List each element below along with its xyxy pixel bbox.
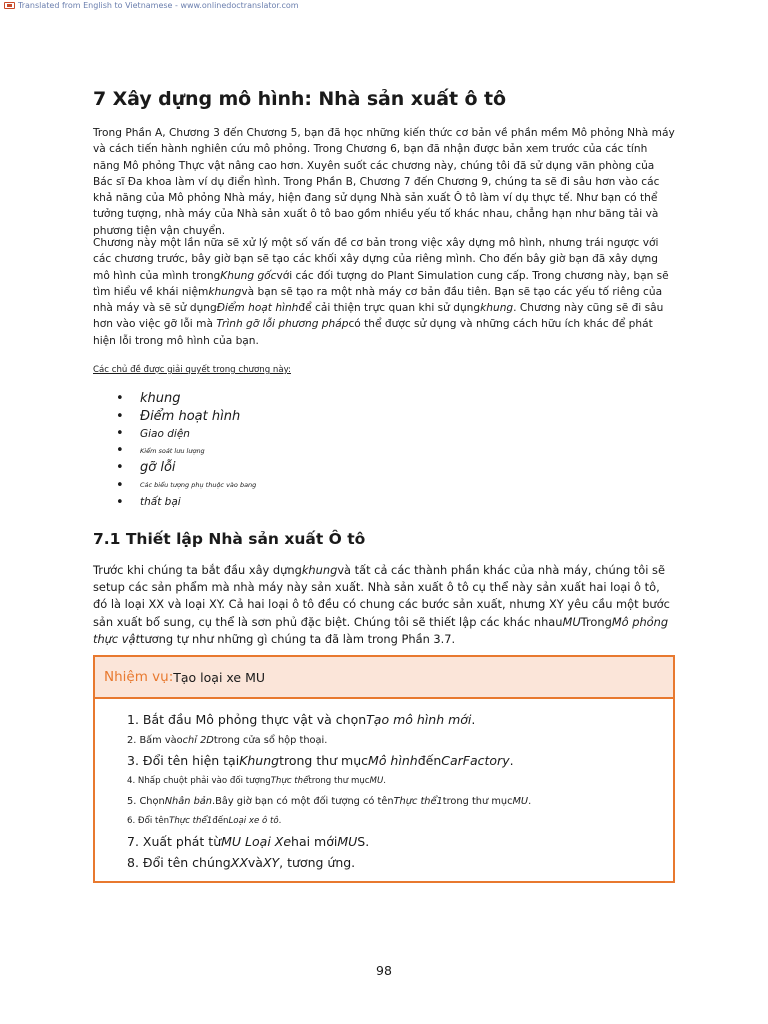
task-label: Nhiệm vụ: [104,669,174,685]
list-item: • Các biểu tượng phụ thuộc vào bang [116,477,256,494]
list-item: • Điểm hoạt hình [116,408,256,426]
task-box [93,655,675,883]
section-paragraph: Trước khi chúng ta bắt đầu xây dựngkhungvà tất cả các thành phần khác của nhà máy, chúng tôi sẽ setup các sản phẩm mà nhà máy này sản xuất. Nhà sản xuất ô tô cụ thể này sản xuất hai loại ô tô, đó là loại XX và loại XY. Cả hai loại ô tô đều có chung các bước sản xuất, nhưng XY yêu cầu một bước sản xuất bổ sung, cụ thể là sơn phủ đặc biệt. Chúng tôi sẽ thiết lập các khác nhauMUTrongMô phỏng thực vậttương tự như những gì chúng ta đã làm trong Phần 3.7. [93,563,670,646]
list-item: • khung [116,390,256,408]
intro-paragraph: Trong Phần A, Chương 3 đến Chương 5, bạn đã học những kiến thức cơ bản về phần mềm Mô phỏng Nhà máy và cách tiến hành nghiên cứu mô phỏng. Trong Chương 6, bạn đã nhận được bản xem trước của các tính năng Mô phỏng Thực vật nâng cao hơn. Xuyên suốt các chương này, chúng tôi đã sử dụng văn phòng của Bác sĩ Đa khoa làm ví dụ điển hình. Trong Phần B, Chương 7 đến Chương 9, chúng ta sẽ đi sâu hơn vào các khả năng của Mô phỏng Nhà máy, hiện đang sử dụng Nhà sản xuất Ô tô làm ví dụ thực tế. Như bạn có thể tưởng tượng, nhà máy của Nhà sản xuất ô tô bao gồm nhiều yếu tố khác nhau, chẳng hạn như băng tải và phương tiện vận chuyển. [93,127,675,237]
task-header [95,657,673,699]
task-step: 2. Bấm vào chỉ 2D trong cửa sổ hộp thoại. [127,734,328,746]
task-step: 3. Đổi tên hiện tại Khung trong thư mục Mô hình đến CarFactory . [127,753,514,768]
translation-banner[interactable] [4,0,299,10]
task-step: 1. Bắt đầu Mô phỏng thực vật và chọn Tạo mô hình mới . [127,712,476,727]
list-item: • Kiểm soát lưu lượng [116,442,256,459]
task-steps [95,699,673,873]
list-item: • Giao diện [116,425,256,442]
page-number: 98 [376,963,392,978]
list-item: • gỡ lỗi [116,459,256,477]
topics-heading: Các chủ đề được giải quyết trong chương này: [93,365,291,375]
chapter-overview-paragraph: Chương này một lần nữa sẽ xử lý một số vấn đề cơ bản trong việc xây dựng mô hình, nhưng trái ngược với các chương trước, bây giờ bạn sẽ tạo các khối xây dựng của riêng mình. Cho đến bây giờ bạn đã xây dựng mô hình của mình trongKhung gốcvới các đối tượng do Plant Simulation cung cấp. Trong chương này, bạn sẽ tìm hiểu về khái niệmkhungvà bạn sẽ tạo ra một nhà máy cơ bản đầu tiên. Bạn sẽ tạo các yếu tố riêng của nhà máy và sẽ sử dụngĐiểm hoạt hìnhđể cải thiện trực quan khi sử dụngkhung. Chương này cũng sẽ đi sâu hơn vào việc gỡ lỗi mà Trình gỡ lỗi phương phápcó thể được sử dụng và những cách hữu ích khác để phát hiện lỗi trong mô hình của bạn. [93,237,669,347]
translator-logo-icon [4,2,15,9]
task-step: 8. Đổi tên chúng XX và XY , tương ứng. [127,855,356,870]
list-item: • thất bại [116,494,256,511]
chapter-title: 7 Xây dựng mô hình: Nhà sản xuất ô tô [93,88,506,110]
task-step: 4. Nhấp chuột phải vào đối tượng Thực thể trong thư mục MU . [127,776,386,786]
banner-text[interactable]: Translated from English to Vietnamese - www.onlinedoctranslator.com [18,0,299,10]
task-step: 6. Đổi tên Thực thể1 đến Loại xe ô tô . [127,816,282,826]
section-title: 7.1 Thiết lập Nhà sản xuất Ô tô [93,530,366,548]
topics-list [116,390,256,511]
task-title: Tạo loại xe MU [173,669,266,685]
task-step: 5. Chọn Nhân bản .Bây giờ bạn có một đối tượng có tên Thực thể1 trong thư mục MU . [127,795,532,807]
task-step: 7. Xuất phát từ MU Loại Xe hai mới MU S. [127,834,370,849]
